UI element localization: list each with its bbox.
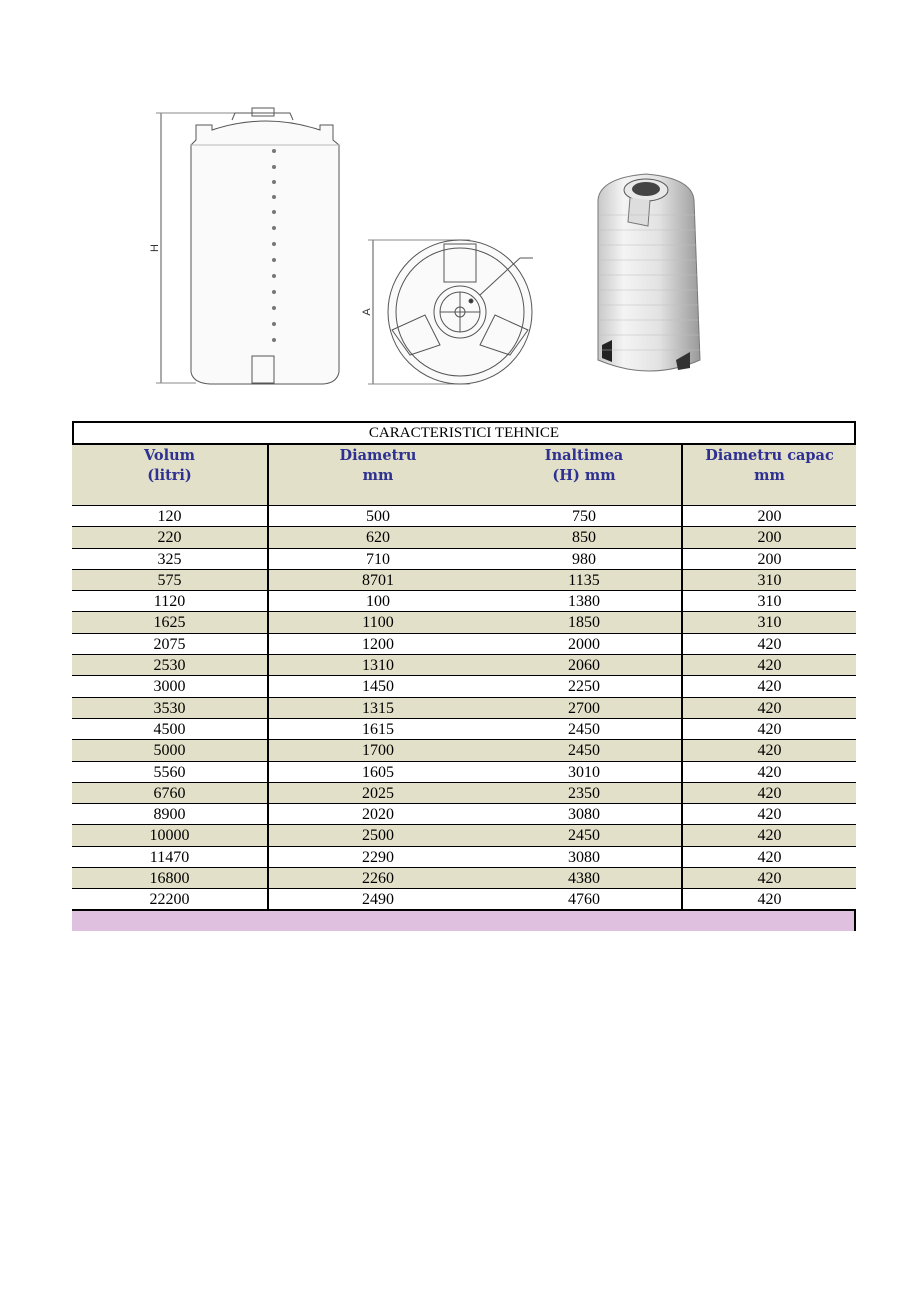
cell-diametru: 1605 (362, 763, 394, 781)
table-header (72, 443, 856, 506)
tank-side-view (156, 108, 339, 384)
cell-volum: 575 (72, 570, 269, 590)
table-row (72, 847, 856, 868)
cell-volum: 120 (72, 506, 269, 526)
cell-inaltimea: 2250 (487, 676, 683, 696)
table-row (72, 740, 856, 761)
table-row (72, 698, 856, 719)
cell-diametru-capac: 200 (757, 529, 782, 547)
cell-diametru-capac: 420 (757, 699, 782, 717)
height-label: H (149, 244, 161, 252)
table-row (72, 612, 856, 633)
cell-diametru: 500 (366, 508, 390, 525)
cell-diametru: 1100 (362, 614, 394, 632)
table-row (72, 549, 856, 570)
table-row (72, 527, 856, 548)
cell-diametru: 2260 (362, 870, 394, 888)
cell-inaltimea: 2000 (487, 634, 683, 654)
cell-diametru-capac: 420 (757, 678, 782, 696)
cell-inaltimea: 4760 (487, 889, 683, 908)
cell-inaltimea: 3010 (487, 762, 683, 782)
cell-diametru-capac: 200 (757, 550, 782, 568)
cell-diametru: 2025 (362, 784, 394, 802)
cell-inaltimea: 2450 (487, 740, 683, 760)
table-body (72, 506, 856, 911)
cell-volum: 2075 (72, 634, 269, 654)
cell-diametru-capac: 420 (757, 827, 782, 845)
header-diametru: Diametru mm (339, 447, 417, 484)
table-row (72, 655, 856, 676)
table-row (72, 719, 856, 740)
cell-diametru: 1200 (362, 635, 394, 653)
cell-diametru-capac: 420 (757, 763, 782, 781)
cell-inaltimea: 3080 (487, 847, 683, 867)
cell-diametru: 1310 (362, 657, 394, 675)
table-row (72, 762, 856, 783)
cell-diametru-capac: 310 (757, 571, 782, 589)
table-row (72, 868, 856, 889)
table-row (72, 634, 856, 655)
cell-inaltimea: 4380 (487, 868, 683, 888)
cell-volum: 10000 (72, 825, 269, 845)
cell-volum: 1625 (72, 612, 269, 632)
cell-volum: 8900 (72, 804, 269, 824)
tank-top-view (368, 240, 533, 384)
table-row (72, 591, 856, 612)
cell-diametru-capac: 420 (757, 635, 782, 653)
specs-table (72, 421, 856, 931)
cell-diametru-capac: 420 (757, 806, 782, 824)
cell-volum: 6760 (72, 783, 269, 803)
cell-diametru: 2490 (362, 891, 394, 909)
tank-drawings (0, 0, 920, 400)
cell-diametru-capac: 420 (757, 891, 782, 909)
cell-inaltimea: 750 (487, 506, 683, 526)
table-row (72, 676, 856, 697)
cell-diametru-capac: 420 (757, 720, 782, 738)
cell-volum: 5000 (72, 740, 269, 760)
cell-volum: 3000 (72, 676, 269, 696)
cell-inaltimea: 2450 (487, 825, 683, 845)
cell-inaltimea: 1850 (487, 612, 683, 632)
cell-diametru: 100 (366, 593, 390, 611)
cell-volum: 220 (72, 527, 269, 547)
cell-diametru-capac: 310 (757, 593, 782, 611)
cell-diametru: 2290 (362, 848, 394, 866)
cell-diametru: 710 (366, 550, 390, 568)
tank-3d-view (598, 174, 700, 371)
cell-inaltimea: 1380 (487, 591, 683, 611)
cell-inaltimea: 850 (487, 527, 683, 547)
cell-volum: 325 (72, 549, 269, 569)
cell-diametru: 1315 (362, 699, 394, 717)
table-row (72, 783, 856, 804)
cell-diametru: 1615 (362, 720, 394, 738)
cell-volum: 16800 (72, 868, 269, 888)
cell-diametru-capac: 420 (757, 848, 782, 866)
header-inaltimea: Inaltimea (H) mm (487, 445, 683, 505)
cell-inaltimea: 2700 (487, 698, 683, 718)
cell-volum: 1120 (72, 591, 269, 611)
cell-inaltimea: 2060 (487, 655, 683, 675)
cell-volum: 22200 (72, 889, 269, 908)
table-footer-band (72, 911, 856, 931)
cell-diametru-capac: 420 (757, 657, 782, 675)
cell-diametru-capac: 310 (757, 614, 782, 632)
diameter-label: A (361, 308, 373, 316)
cell-volum: 5560 (72, 762, 269, 782)
cell-diametru: 1450 (362, 678, 394, 696)
cell-volum: 4500 (72, 719, 269, 739)
cell-inaltimea: 3080 (487, 804, 683, 824)
cell-diametru-capac: 420 (757, 870, 782, 888)
cell-diametru: 8701 (362, 571, 394, 589)
table-title: CARACTERISTICI TEHNICE (72, 421, 856, 443)
table-row (72, 825, 856, 846)
cell-inaltimea: 980 (487, 549, 683, 569)
cell-volum: 2530 (72, 655, 269, 675)
header-diametru-capac: Diametru capac mm (705, 447, 834, 484)
table-row (72, 570, 856, 591)
cell-diametru-capac: 420 (757, 742, 782, 760)
table-row (72, 889, 856, 910)
table-row (72, 804, 856, 825)
cell-diametru: 2500 (362, 827, 394, 845)
cell-inaltimea: 2350 (487, 783, 683, 803)
cell-diametru-capac: 420 (757, 784, 782, 802)
cell-diametru: 1700 (362, 742, 394, 760)
cell-inaltimea: 1135 (487, 570, 683, 590)
header-volum: Volum (litri) (72, 445, 269, 505)
cell-volum: 11470 (72, 847, 269, 867)
cell-volum: 3530 (72, 698, 269, 718)
cell-diametru: 2020 (362, 806, 394, 824)
table-row (72, 506, 856, 527)
cell-diametru-capac: 200 (757, 508, 782, 525)
cell-inaltimea: 2450 (487, 719, 683, 739)
cell-diametru: 620 (366, 529, 390, 547)
